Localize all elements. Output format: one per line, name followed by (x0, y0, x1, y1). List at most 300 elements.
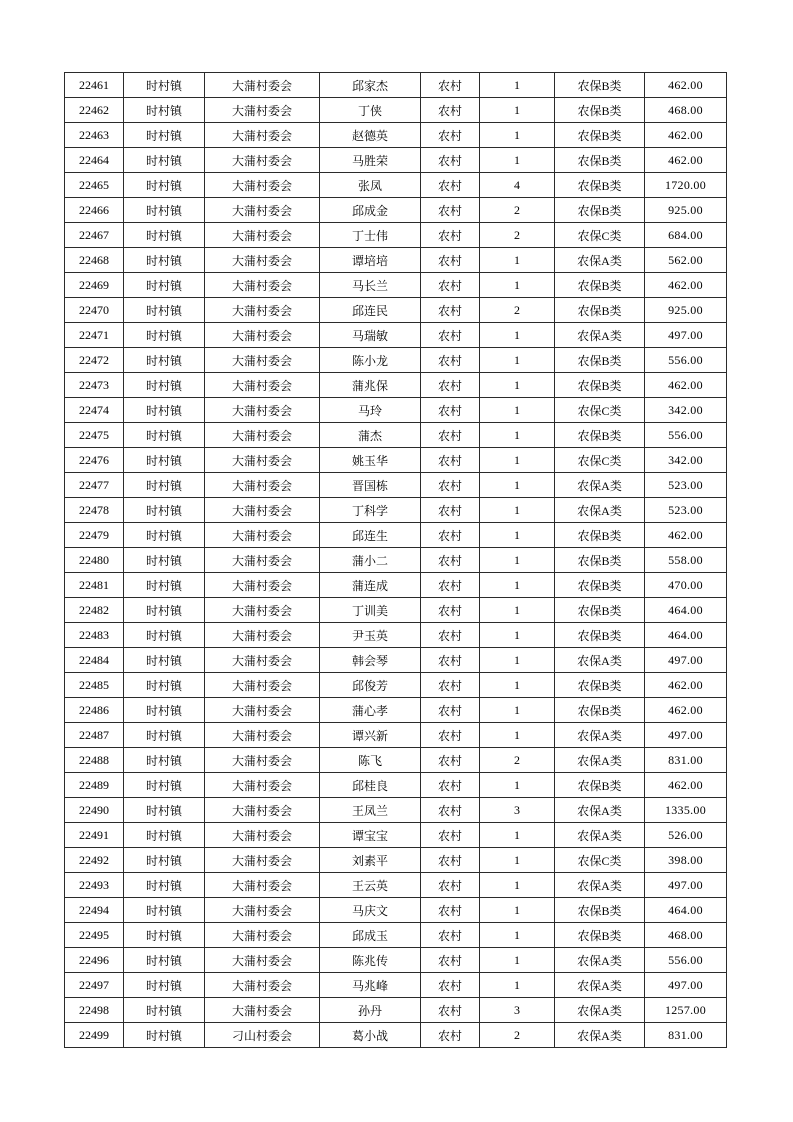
cell-name: 马兆峰 (320, 973, 421, 998)
cell-town: 时村镇 (124, 773, 205, 798)
cell-insurance-type: 农保C类 (555, 398, 645, 423)
cell-name: 邱连民 (320, 298, 421, 323)
cell-village-committee: 大蒲村委会 (205, 448, 320, 473)
cell-village-committee: 大蒲村委会 (205, 123, 320, 148)
cell-insurance-type: 农保B类 (555, 273, 645, 298)
cell-insurance-type: 农保B类 (555, 623, 645, 648)
cell-town: 时村镇 (124, 948, 205, 973)
cell-amount: 558.00 (645, 548, 727, 573)
table-row (65, 73, 727, 98)
cell-serial-no: 22496 (65, 948, 124, 973)
cell-amount: 556.00 (645, 348, 727, 373)
table-row (65, 973, 727, 998)
cell-village-committee: 大蒲村委会 (205, 698, 320, 723)
table-row (65, 173, 727, 198)
cell-person-count: 1 (480, 423, 555, 448)
table-row (65, 898, 727, 923)
cell-insurance-type: 农保A类 (555, 323, 645, 348)
cell-household-type: 农村 (421, 173, 480, 198)
cell-name: 马玲 (320, 398, 421, 423)
cell-village-committee: 大蒲村委会 (205, 723, 320, 748)
table-row (65, 623, 727, 648)
cell-town: 时村镇 (124, 798, 205, 823)
cell-amount: 464.00 (645, 598, 727, 623)
cell-amount: 462.00 (645, 373, 727, 398)
cell-village-committee: 大蒲村委会 (205, 98, 320, 123)
cell-village-committee: 大蒲村委会 (205, 673, 320, 698)
cell-person-count: 1 (480, 398, 555, 423)
cell-village-committee: 大蒲村委会 (205, 73, 320, 98)
cell-household-type: 农村 (421, 373, 480, 398)
table-row (65, 773, 727, 798)
table-row (65, 748, 727, 773)
cell-town: 时村镇 (124, 748, 205, 773)
table-row (65, 248, 727, 273)
table-row (65, 498, 727, 523)
cell-village-committee: 大蒲村委会 (205, 873, 320, 898)
cell-person-count: 1 (480, 973, 555, 998)
cell-village-committee: 大蒲村委会 (205, 848, 320, 873)
cell-village-committee: 大蒲村委会 (205, 923, 320, 948)
cell-town: 时村镇 (124, 573, 205, 598)
cell-household-type: 农村 (421, 148, 480, 173)
cell-name: 邱连生 (320, 523, 421, 548)
table-row (65, 548, 727, 573)
cell-serial-no: 22499 (65, 1023, 124, 1048)
cell-village-committee: 大蒲村委会 (205, 948, 320, 973)
cell-insurance-type: 农保B类 (555, 348, 645, 373)
cell-amount: 468.00 (645, 98, 727, 123)
table-row (65, 98, 727, 123)
cell-name: 陈小龙 (320, 348, 421, 373)
cell-name: 蒲兆保 (320, 373, 421, 398)
cell-person-count: 1 (480, 823, 555, 848)
cell-serial-no: 22478 (65, 498, 124, 523)
cell-name: 邱成金 (320, 198, 421, 223)
cell-person-count: 1 (480, 598, 555, 623)
cell-household-type: 农村 (421, 448, 480, 473)
cell-village-committee: 大蒲村委会 (205, 148, 320, 173)
cell-household-type: 农村 (421, 323, 480, 348)
cell-amount: 831.00 (645, 1023, 727, 1048)
cell-household-type: 农村 (421, 573, 480, 598)
cell-amount: 462.00 (645, 773, 727, 798)
table-body (65, 73, 727, 1048)
table-row (65, 823, 727, 848)
cell-household-type: 农村 (421, 548, 480, 573)
cell-town: 时村镇 (124, 423, 205, 448)
cell-town: 时村镇 (124, 923, 205, 948)
cell-town: 时村镇 (124, 723, 205, 748)
cell-household-type: 农村 (421, 823, 480, 848)
cell-person-count: 2 (480, 1023, 555, 1048)
cell-person-count: 1 (480, 548, 555, 573)
table-row (65, 523, 727, 548)
table-row (65, 923, 727, 948)
cell-insurance-type: 农保A类 (555, 998, 645, 1023)
cell-serial-no: 22497 (65, 973, 124, 998)
cell-serial-no: 22488 (65, 748, 124, 773)
cell-person-count: 1 (480, 98, 555, 123)
cell-serial-no: 22485 (65, 673, 124, 698)
cell-amount: 464.00 (645, 898, 727, 923)
cell-name: 谭兴新 (320, 723, 421, 748)
cell-name: 谭培培 (320, 248, 421, 273)
cell-insurance-type: 农保A类 (555, 1023, 645, 1048)
cell-village-committee: 大蒲村委会 (205, 173, 320, 198)
cell-person-count: 3 (480, 798, 555, 823)
table-row (65, 448, 727, 473)
cell-serial-no: 22487 (65, 723, 124, 748)
cell-town: 时村镇 (124, 898, 205, 923)
table-row (65, 1023, 727, 1048)
cell-household-type: 农村 (421, 73, 480, 98)
cell-amount: 462.00 (645, 673, 727, 698)
cell-insurance-type: 农保C类 (555, 848, 645, 873)
cell-name: 蒲杰 (320, 423, 421, 448)
cell-town: 时村镇 (124, 973, 205, 998)
cell-amount: 462.00 (645, 73, 727, 98)
cell-town: 时村镇 (124, 323, 205, 348)
cell-serial-no: 22472 (65, 348, 124, 373)
cell-amount: 497.00 (645, 323, 727, 348)
table-row (65, 323, 727, 348)
cell-insurance-type: 农保B类 (555, 298, 645, 323)
cell-amount: 462.00 (645, 273, 727, 298)
cell-person-count: 4 (480, 173, 555, 198)
cell-name: 谭宝宝 (320, 823, 421, 848)
cell-village-committee: 大蒲村委会 (205, 648, 320, 673)
cell-serial-no: 22489 (65, 773, 124, 798)
cell-serial-no: 22482 (65, 598, 124, 623)
cell-amount: 468.00 (645, 923, 727, 948)
cell-town: 时村镇 (124, 448, 205, 473)
cell-name: 蒲心孝 (320, 698, 421, 723)
cell-name: 邱成玉 (320, 923, 421, 948)
cell-household-type: 农村 (421, 998, 480, 1023)
cell-name: 马庆文 (320, 898, 421, 923)
cell-person-count: 1 (480, 523, 555, 548)
cell-name: 孙丹 (320, 998, 421, 1023)
cell-amount: 684.00 (645, 223, 727, 248)
cell-insurance-type: 农保B类 (555, 548, 645, 573)
cell-amount: 925.00 (645, 198, 727, 223)
benefits-table (64, 72, 727, 1048)
cell-serial-no: 22471 (65, 323, 124, 348)
cell-town: 时村镇 (124, 698, 205, 723)
cell-person-count: 1 (480, 673, 555, 698)
cell-person-count: 1 (480, 898, 555, 923)
cell-name: 马瑞敏 (320, 323, 421, 348)
cell-serial-no: 22486 (65, 698, 124, 723)
cell-serial-no: 22466 (65, 198, 124, 223)
cell-town: 时村镇 (124, 673, 205, 698)
cell-person-count: 1 (480, 773, 555, 798)
cell-serial-no: 22476 (65, 448, 124, 473)
cell-serial-no: 22492 (65, 848, 124, 873)
cell-name: 马长兰 (320, 273, 421, 298)
cell-village-committee: 大蒲村委会 (205, 273, 320, 298)
cell-amount: 523.00 (645, 498, 727, 523)
table-row (65, 398, 727, 423)
cell-town: 时村镇 (124, 273, 205, 298)
cell-town: 时村镇 (124, 198, 205, 223)
cell-name: 尹玉英 (320, 623, 421, 648)
cell-serial-no: 22480 (65, 548, 124, 573)
table-row (65, 798, 727, 823)
cell-insurance-type: 农保B类 (555, 173, 645, 198)
cell-insurance-type: 农保B类 (555, 523, 645, 548)
cell-village-committee: 大蒲村委会 (205, 498, 320, 523)
cell-person-count: 2 (480, 748, 555, 773)
cell-town: 时村镇 (124, 173, 205, 198)
cell-amount: 1257.00 (645, 998, 727, 1023)
cell-town: 时村镇 (124, 548, 205, 573)
cell-serial-no: 22462 (65, 98, 124, 123)
cell-person-count: 1 (480, 923, 555, 948)
cell-village-committee: 大蒲村委会 (205, 573, 320, 598)
cell-serial-no: 22468 (65, 248, 124, 273)
cell-insurance-type: 农保B类 (555, 898, 645, 923)
cell-person-count: 1 (480, 373, 555, 398)
cell-insurance-type: 农保A类 (555, 473, 645, 498)
cell-insurance-type: 农保B类 (555, 123, 645, 148)
cell-person-count: 1 (480, 348, 555, 373)
cell-insurance-type: 农保A类 (555, 873, 645, 898)
table-row (65, 998, 727, 1023)
cell-village-committee: 大蒲村委会 (205, 598, 320, 623)
cell-village-committee: 大蒲村委会 (205, 423, 320, 448)
cell-person-count: 1 (480, 73, 555, 98)
cell-name: 张凤 (320, 173, 421, 198)
cell-household-type: 农村 (421, 1023, 480, 1048)
cell-town: 时村镇 (124, 348, 205, 373)
table-row (65, 848, 727, 873)
cell-household-type: 农村 (421, 398, 480, 423)
cell-town: 时村镇 (124, 223, 205, 248)
cell-name: 陈飞 (320, 748, 421, 773)
cell-household-type: 农村 (421, 423, 480, 448)
cell-town: 时村镇 (124, 648, 205, 673)
cell-village-committee: 大蒲村委会 (205, 898, 320, 923)
cell-amount: 462.00 (645, 523, 727, 548)
cell-household-type: 农村 (421, 648, 480, 673)
cell-person-count: 3 (480, 998, 555, 1023)
cell-insurance-type: 农保B类 (555, 573, 645, 598)
table-row (65, 598, 727, 623)
cell-serial-no: 22461 (65, 73, 124, 98)
cell-person-count: 1 (480, 273, 555, 298)
cell-person-count: 1 (480, 473, 555, 498)
cell-household-type: 农村 (421, 623, 480, 648)
cell-amount: 556.00 (645, 423, 727, 448)
cell-amount: 462.00 (645, 698, 727, 723)
table-row (65, 123, 727, 148)
cell-household-type: 农村 (421, 773, 480, 798)
cell-person-count: 1 (480, 448, 555, 473)
cell-town: 时村镇 (124, 473, 205, 498)
cell-name: 韩会琴 (320, 648, 421, 673)
cell-insurance-type: 农保C类 (555, 448, 645, 473)
cell-insurance-type: 农保A类 (555, 248, 645, 273)
cell-person-count: 1 (480, 148, 555, 173)
cell-name: 邱桂良 (320, 773, 421, 798)
cell-name: 陈兆传 (320, 948, 421, 973)
cell-village-committee: 刁山村委会 (205, 1023, 320, 1048)
cell-amount: 464.00 (645, 623, 727, 648)
cell-town: 时村镇 (124, 998, 205, 1023)
cell-serial-no: 22469 (65, 273, 124, 298)
cell-insurance-type: 农保B类 (555, 198, 645, 223)
cell-household-type: 农村 (421, 948, 480, 973)
cell-person-count: 1 (480, 123, 555, 148)
cell-village-committee: 大蒲村委会 (205, 798, 320, 823)
cell-household-type: 农村 (421, 598, 480, 623)
cell-person-count: 1 (480, 848, 555, 873)
cell-serial-no: 22464 (65, 148, 124, 173)
cell-insurance-type: 农保B类 (555, 423, 645, 448)
cell-person-count: 1 (480, 623, 555, 648)
cell-serial-no: 22463 (65, 123, 124, 148)
table-row (65, 673, 727, 698)
cell-serial-no: 22475 (65, 423, 124, 448)
cell-name: 蒲小二 (320, 548, 421, 573)
cell-person-count: 1 (480, 498, 555, 523)
cell-town: 时村镇 (124, 298, 205, 323)
cell-name: 丁侠 (320, 98, 421, 123)
cell-town: 时村镇 (124, 523, 205, 548)
cell-village-committee: 大蒲村委会 (205, 248, 320, 273)
cell-household-type: 农村 (421, 223, 480, 248)
cell-household-type: 农村 (421, 123, 480, 148)
cell-insurance-type: 农保B类 (555, 73, 645, 98)
cell-town: 时村镇 (124, 598, 205, 623)
cell-town: 时村镇 (124, 823, 205, 848)
cell-insurance-type: 农保B类 (555, 148, 645, 173)
cell-insurance-type: 农保C类 (555, 223, 645, 248)
cell-village-committee: 大蒲村委会 (205, 823, 320, 848)
cell-serial-no: 22491 (65, 823, 124, 848)
cell-household-type: 农村 (421, 473, 480, 498)
cell-amount: 556.00 (645, 948, 727, 973)
cell-amount: 497.00 (645, 973, 727, 998)
cell-household-type: 农村 (421, 273, 480, 298)
cell-serial-no: 22477 (65, 473, 124, 498)
cell-person-count: 2 (480, 223, 555, 248)
table-row (65, 423, 727, 448)
cell-town: 时村镇 (124, 98, 205, 123)
cell-village-committee: 大蒲村委会 (205, 398, 320, 423)
cell-village-committee: 大蒲村委会 (205, 998, 320, 1023)
cell-town: 时村镇 (124, 623, 205, 648)
cell-name: 邱俊芳 (320, 673, 421, 698)
cell-amount: 470.00 (645, 573, 727, 598)
cell-town: 时村镇 (124, 1023, 205, 1048)
cell-insurance-type: 农保A类 (555, 723, 645, 748)
cell-insurance-type: 农保A类 (555, 973, 645, 998)
table-row (65, 573, 727, 598)
cell-town: 时村镇 (124, 248, 205, 273)
cell-person-count: 1 (480, 873, 555, 898)
cell-insurance-type: 农保B类 (555, 773, 645, 798)
cell-insurance-type: 农保B类 (555, 923, 645, 948)
cell-person-count: 1 (480, 573, 555, 598)
table-row (65, 698, 727, 723)
cell-amount: 497.00 (645, 723, 727, 748)
cell-person-count: 1 (480, 948, 555, 973)
cell-household-type: 农村 (421, 723, 480, 748)
cell-household-type: 农村 (421, 923, 480, 948)
cell-village-committee: 大蒲村委会 (205, 348, 320, 373)
table-row (65, 223, 727, 248)
cell-town: 时村镇 (124, 398, 205, 423)
cell-town: 时村镇 (124, 848, 205, 873)
cell-amount: 342.00 (645, 448, 727, 473)
cell-household-type: 农村 (421, 348, 480, 373)
cell-insurance-type: 农保A类 (555, 948, 645, 973)
cell-amount: 462.00 (645, 148, 727, 173)
cell-name: 邱家杰 (320, 73, 421, 98)
cell-amount: 398.00 (645, 848, 727, 873)
table-row (65, 298, 727, 323)
cell-insurance-type: 农保B类 (555, 673, 645, 698)
cell-household-type: 农村 (421, 748, 480, 773)
cell-person-count: 2 (480, 198, 555, 223)
cell-household-type: 农村 (421, 898, 480, 923)
cell-village-committee: 大蒲村委会 (205, 198, 320, 223)
cell-serial-no: 22484 (65, 648, 124, 673)
cell-name: 葛小战 (320, 1023, 421, 1048)
cell-insurance-type: 农保B类 (555, 373, 645, 398)
cell-insurance-type: 农保A类 (555, 748, 645, 773)
cell-amount: 462.00 (645, 123, 727, 148)
cell-serial-no: 22474 (65, 398, 124, 423)
cell-household-type: 农村 (421, 498, 480, 523)
cell-amount: 562.00 (645, 248, 727, 273)
cell-amount: 831.00 (645, 748, 727, 773)
cell-household-type: 农村 (421, 198, 480, 223)
cell-serial-no: 22493 (65, 873, 124, 898)
cell-person-count: 1 (480, 648, 555, 673)
cell-serial-no: 22465 (65, 173, 124, 198)
table-row (65, 198, 727, 223)
table-row (65, 723, 727, 748)
cell-town: 时村镇 (124, 373, 205, 398)
cell-town: 时村镇 (124, 873, 205, 898)
cell-amount: 497.00 (645, 648, 727, 673)
cell-name: 蒲连成 (320, 573, 421, 598)
cell-household-type: 农村 (421, 98, 480, 123)
cell-village-committee: 大蒲村委会 (205, 548, 320, 573)
cell-household-type: 农村 (421, 698, 480, 723)
cell-insurance-type: 农保A类 (555, 798, 645, 823)
cell-serial-no: 22490 (65, 798, 124, 823)
cell-serial-no: 22467 (65, 223, 124, 248)
cell-insurance-type: 农保B类 (555, 598, 645, 623)
cell-name: 刘素平 (320, 848, 421, 873)
cell-name: 丁训美 (320, 598, 421, 623)
cell-household-type: 农村 (421, 798, 480, 823)
cell-serial-no: 22473 (65, 373, 124, 398)
table-row (65, 273, 727, 298)
cell-person-count: 1 (480, 723, 555, 748)
cell-village-committee: 大蒲村委会 (205, 748, 320, 773)
cell-household-type: 农村 (421, 248, 480, 273)
cell-village-committee: 大蒲村委会 (205, 473, 320, 498)
cell-insurance-type: 农保B类 (555, 698, 645, 723)
cell-insurance-type: 农保B类 (555, 98, 645, 123)
cell-household-type: 农村 (421, 673, 480, 698)
